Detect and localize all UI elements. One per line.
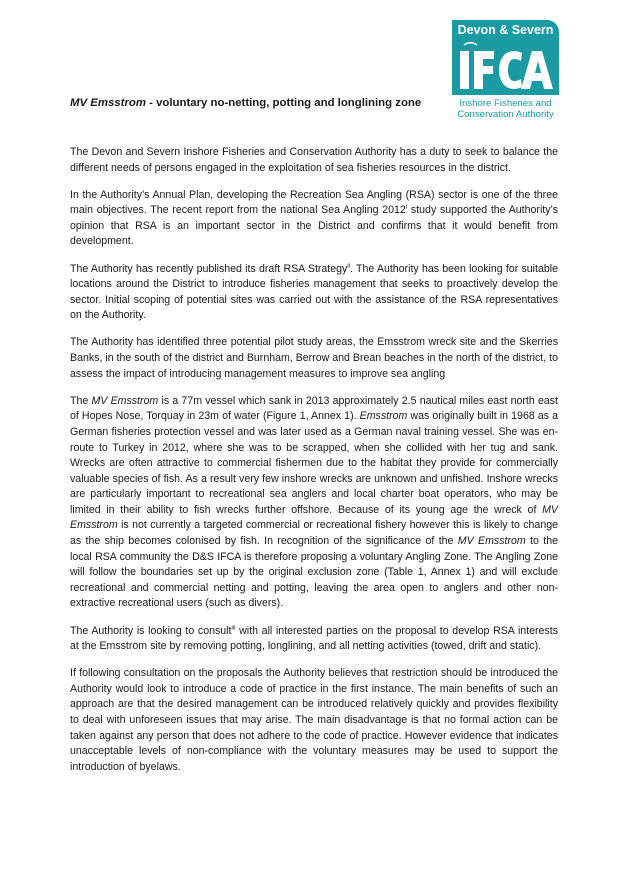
p5-seg7: is not currently a targeted commercial or recreational fishery however this is likely to change as the ship becomes colonised by fish. In recognition of the significance of the [70,519,558,548]
footnote-ref-i: i [405,204,408,211]
p2-part2: study supported the Authority’s opinion that RSA is an important sector in the District and confirms that it would benefit from development. [70,204,558,248]
p5-seg2: MV Emsstrom [91,394,159,407]
logo-tagline-line1: Inshore Fisheries and [459,98,552,109]
p3-part2: . The Authority has been looking for suitable locations around the District to introduce fisheries management that seeks to proactively develop the sector. Initial scoping of potential sites was carried out with the assistance of the RSA representatives on the Authority. [70,262,558,322]
p5-seg9: to the local RSA community the D&S IFCA is therefore proposing a voluntary Angling Zone. The Angling Zone will follow the boundaries set up by the original exclusion zone (Table 1, Annex 1) and will exclude recreational and commercial netting and potting, leaving the area open to anglers and other non-extractive recreational users (such as divers). [70,535,558,610]
p6-part1: The Authority is looking to consult [70,624,232,637]
logo-ifca-mark [452,41,559,95]
document-body [70,145,558,787]
document-title [70,97,421,109]
paragraph-pilot-areas: The Authority has identified three potential pilot study areas, the Emsstrom wreck site and the Skerries Banks, in the south of the district and Burnham, Berrow and Brean beaches in the north of the district, to assess the impact of introducing management measures to improve sea angling [70,336,558,380]
p5-seg5: was originally built in 1968 as a German fisheries protection vessel and was later used as a German naval training vessel. She was en-route to Turkey in 2012, where she was to be scrapped, when she collided with her tug and sank. Wrecks are often attractive to commercial fishermen due to the habitat they provide for commercially valuable species of fish. As a result very few inshore wrecks are unknown and unfished. Inshore wrecks are particularly important to recreational sea anglers and local charter boat operators, who may be limited in their ability to fish wrecks further offshore. Because of its young age the wreck of [70,410,559,516]
footnote-ref-ii: ii [347,263,351,270]
ifca-letters-graphic [452,41,559,95]
logo-band: Devon & Severn [452,20,559,41]
p6-part2: with all interested parties on the proposal to develop RSA interests at the Emsstrom site by removing potting, longlining, and all netting activities (towed, drift and static). [70,624,558,653]
paragraph-duty: The Devon and Severn Inshore Fisheries and Conservation Authority has a duty to seek to balance the different needs of persons engaged in the exploitation of sea fisheries resources in the district. [70,146,558,174]
footnote-ref-iii: iii [231,625,236,631]
title-vessel: MV Emsstrom [70,97,146,109]
p3-part1: The Authority has recently published its draft RSA Strategy [70,262,348,275]
p5-seg3: is a 77m vessel which sank in 2013 approximately 2.5 nautical miles east north east of Hopes Nose, Torquay in 23m of water (Figure 1, Annex 1). [70,394,558,423]
p5-seg6: MV Emsstrom [70,503,558,532]
paragraph-code-of-practice: If following consultation on the proposals the Authority believes that restriction should be introduced the Authority would look to introduce a code of practice in the first instance. The main benefits of such an approach are that the desired management can be introduced relatively quickly and provides flexibility to deal with unforeseen issues that may arise. The main disadvantage is that no formal action can be taken against any person that does not adhere to the code of practice. However evidence that indicates unacceptable levels of non-compliance with the voluntary measures may be used to support the introduction of byelaws. [70,667,558,773]
p5-seg4: Emsstrom [359,410,408,423]
paragraph-rsa-strategy [70,262,558,324]
logo-tagline [452,98,559,120]
p5-seg1: The [70,394,92,407]
title-rest: - voluntary no-netting, potting and longlining zone [145,97,422,109]
paragraph-emsstrom [70,394,558,612]
p2-part1: In the Authority’s Annual Plan, developing the Recreation Sea Angling (RSA) sector is one of the three main objectives. The recent report from the national Sea Angling 2012 [70,188,558,217]
paragraph-annual-plan [70,188,558,250]
ifca-logo [452,20,559,136]
paragraph-consultation [70,624,558,655]
p5-seg8: MV Emsstrom [457,535,526,548]
logo-tagline-line2: Conservation Authority [457,109,554,120]
